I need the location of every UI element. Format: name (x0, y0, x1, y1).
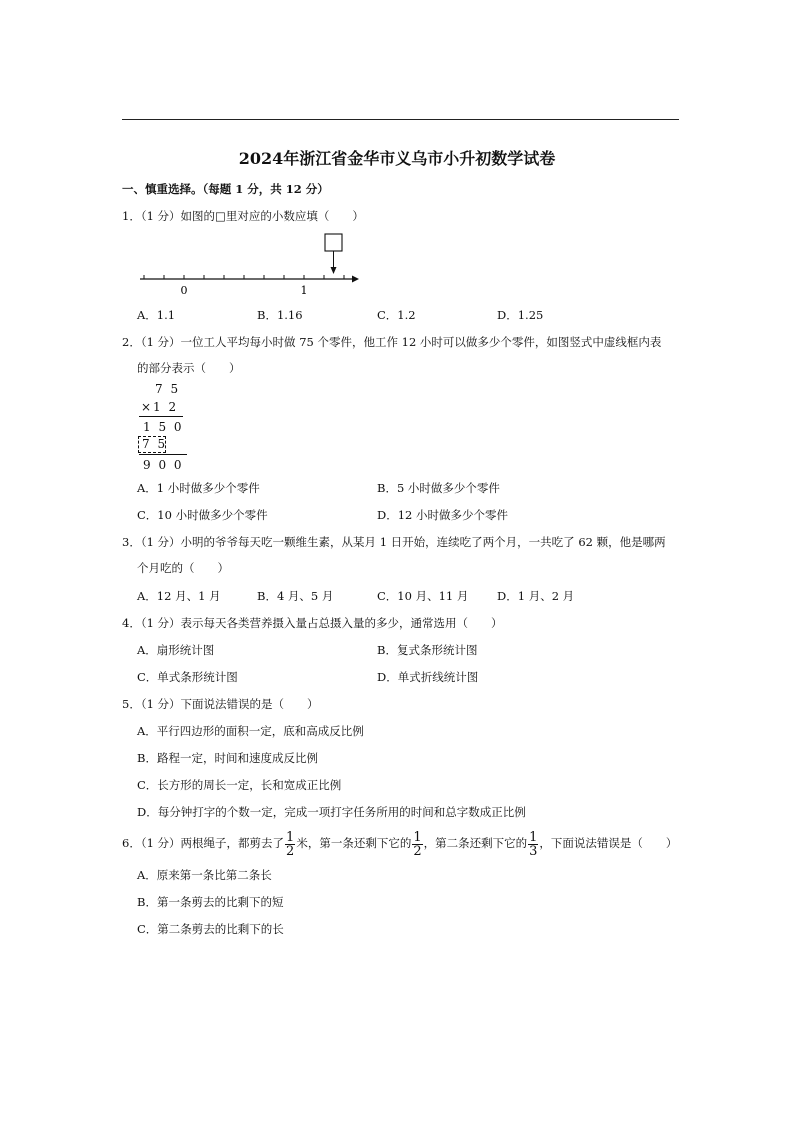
calc-row-1: 7 5 (155, 382, 181, 396)
q5-option-a: A．平行四边形的面积一定，底和高成反比例 (137, 724, 364, 738)
number-line-arrowhead (352, 276, 359, 283)
q1-option-b: B．1.16 (257, 308, 303, 322)
fraction-2-denominator: 2 (413, 843, 422, 859)
question-3-stem-line1: 3．（1 分）小明的爷爷每天吃一颗维生素，从某月 1 日开始，连续吃了两个月，一共吃了 62 颗，他是哪两 (122, 535, 666, 549)
fraction-1-denominator: 2 (286, 843, 295, 859)
q6-option-b: B．第一条剪去的比剩下的短 (137, 895, 284, 909)
section-heading: 一、慎重选择。（每题 1 分，共 12 分） (122, 182, 329, 196)
q4-option-d: D．单式折线统计图 (377, 670, 479, 684)
calc-row-2: ×1 2 (141, 400, 179, 414)
tick-label-1: 1 (300, 284, 308, 297)
fraction-2-numerator: 1 (413, 829, 422, 845)
fraction-3-numerator: 1 (529, 829, 538, 845)
calc-row-3: 1 5 0 (143, 420, 184, 434)
q6-stem-part1: 6．（1 分）两根绳子，都剪去了 (122, 836, 285, 850)
q2-option-a: A．1 小时做多少个零件 (137, 481, 260, 495)
q6-option-a: A．原来第一条比第二条长 (137, 868, 272, 882)
q3-option-b: B．4 月、5 月 (257, 589, 334, 603)
q1-option-a: A．1.1 (137, 308, 176, 322)
q2-option-d: D．12 小时做多少个零件 (377, 508, 509, 522)
calc-rule-1 (139, 416, 183, 417)
q4-option-c: C．单式条形统计图 (137, 670, 238, 684)
calc-row-5: 9 0 0 (143, 458, 184, 472)
q6-stem-part3: ，第二条还剩下它的 (423, 836, 528, 850)
calc-rule-2 (139, 454, 187, 455)
calc-row-4: 7 5 (142, 437, 168, 451)
question-2-stem-line2: 的部分表示（ ） (137, 361, 241, 375)
q3-option-d: D．1 月、2 月 (497, 589, 575, 603)
q2-option-b: B．5 小时做多少个零件 (377, 481, 500, 495)
header-rule (122, 119, 679, 120)
fraction-2 (412, 831, 422, 858)
q3-option-a: A．12 月、1 月 (137, 589, 221, 603)
question-2-stem-line1: 2．（1 分）一位工人平均每小时做 75 个零件，他工作 12 小时可以做多少个零件，如图竖式中虚线框内表 (122, 335, 662, 349)
question-5-stem: 5．（1 分）下面说法错误的是（ ） (122, 697, 319, 711)
fraction-3 (528, 831, 538, 858)
number-line-figure (138, 232, 363, 297)
q1-option-c: C．1.2 (377, 308, 416, 322)
answer-box (325, 234, 342, 251)
q4-option-a: A．扇形统计图 (137, 643, 215, 657)
pointer-arrowhead (331, 267, 337, 274)
fraction-3-denominator: 3 (529, 843, 538, 859)
q6-stem-part2: 米，第一条还剩下它的 (296, 836, 412, 850)
fraction-1 (285, 831, 295, 858)
question-3-stem-line2: 个月吃的（ ） (137, 561, 229, 575)
question-1-stem: 1．（1 分）如图的□里对应的小数应填（ ） (122, 209, 364, 223)
question-4-stem: 4．（1 分）表示每天各类营养摄入量占总摄入量的多少，通常选用（ ） (122, 616, 503, 630)
q3-option-c: C．10 月、11 月 (377, 589, 469, 603)
q5-option-d: D．每分钟打字的个数一定，完成一项打字任务所用的时间和总字数成正比例 (137, 805, 526, 819)
q1-option-d: D．1.25 (497, 308, 544, 322)
q5-option-c: C．长方形的周长一定，长和宽成正比例 (137, 778, 342, 792)
question-6-stem (122, 828, 677, 858)
q6-option-c: C．第二条剪去的比剩下的长 (137, 922, 284, 936)
number-line-ticks (144, 275, 344, 279)
fraction-1-numerator: 1 (286, 829, 295, 845)
tick-label-0: 0 (180, 284, 188, 297)
q4-option-b: B．复式条形统计图 (377, 643, 478, 657)
q2-option-c: C．10 小时做多少个零件 (137, 508, 268, 522)
q5-option-b: B．路程一定，时间和速度成反比例 (137, 751, 318, 765)
q6-stem-part4: ，下面说法错误是（ ） (539, 836, 678, 850)
page-title: 2024年浙江省金华市义乌市小升初数学试卷 (238, 149, 556, 168)
